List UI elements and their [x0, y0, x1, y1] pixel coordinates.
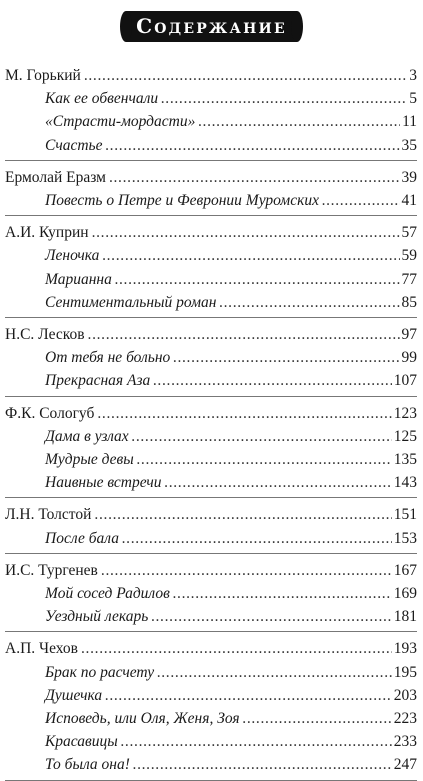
leader-dots — [122, 527, 392, 550]
toc-entry-work[interactable] — [5, 291, 417, 314]
leader-dots — [94, 503, 391, 526]
page-number: 167 — [393, 561, 417, 579]
leader-dots — [106, 134, 400, 157]
toc-entry-author[interactable] — [5, 166, 417, 189]
leader-dots — [133, 753, 392, 776]
page-number: 233 — [393, 733, 417, 751]
toc-entry-work[interactable] — [5, 369, 417, 392]
work-title: Мой сосед Радилов — [45, 585, 170, 603]
work-title: Прекрасная Аза — [45, 372, 151, 390]
page-number: 35 — [401, 136, 417, 154]
author-section — [5, 318, 417, 397]
work-title: Повесть о Петре и Февронии Муромских — [45, 192, 319, 210]
toc-entry-author[interactable] — [5, 323, 417, 346]
toc-entry-work[interactable] — [5, 346, 417, 369]
work-title: Как ее обвенчали — [45, 90, 159, 108]
author-name: Н.С. Лесков — [5, 326, 85, 344]
page-number: 41 — [401, 192, 417, 210]
author-name: Ермолай Еразм — [5, 168, 106, 186]
page-number: 57 — [401, 224, 417, 242]
toc-entry-work[interactable] — [5, 268, 417, 291]
leader-dots — [81, 637, 392, 660]
author-section — [5, 64, 417, 161]
page-number: 11 — [402, 113, 417, 131]
toc-entry-work[interactable] — [5, 605, 417, 628]
toc-entry-work[interactable] — [5, 134, 417, 157]
toc-entry-work[interactable] — [5, 189, 417, 212]
leader-dots — [121, 730, 392, 753]
toc-entry-work[interactable] — [5, 707, 417, 730]
page-title: Содержание — [136, 14, 287, 38]
leader-dots — [165, 471, 392, 494]
work-title: Наивные встречи — [45, 474, 162, 492]
toc-entry-work[interactable] — [5, 684, 417, 707]
work-title: Сентиментальный роман — [45, 293, 217, 311]
page-number: 169 — [393, 585, 417, 603]
page-number: 97 — [401, 326, 417, 344]
page-number: 181 — [393, 608, 417, 626]
page-number: 153 — [393, 529, 417, 547]
toc-entry-work[interactable] — [5, 110, 417, 133]
leader-dots — [198, 110, 400, 133]
page-number: 39 — [401, 168, 417, 186]
work-title: То была она! — [45, 756, 130, 774]
title-banner — [0, 6, 423, 58]
title-plate — [126, 11, 297, 42]
page-number: 203 — [393, 686, 417, 704]
work-title: Марианна — [45, 270, 112, 288]
toc-entry-work[interactable] — [5, 527, 417, 550]
leader-dots — [173, 582, 392, 605]
work-title: От тебя не больно — [45, 349, 171, 367]
author-name: И.С. Тургенев — [5, 561, 98, 579]
toc-entry-work[interactable] — [5, 730, 417, 753]
work-title: Мудрые девы — [45, 451, 134, 469]
leader-dots — [137, 448, 392, 471]
toc-entry-author[interactable] — [5, 221, 417, 244]
work-title: После бала — [45, 529, 119, 547]
toc-entry-work[interactable] — [5, 244, 417, 267]
page-number: 59 — [401, 247, 417, 265]
work-title: Леночка — [45, 247, 100, 265]
toc-entry-author[interactable] — [5, 559, 417, 582]
page-number: 151 — [393, 506, 417, 524]
author-section — [5, 554, 417, 633]
author-name: А.И. Куприн — [5, 224, 89, 242]
author-name: А.П. Чехов — [5, 640, 78, 658]
toc-entry-work[interactable] — [5, 425, 417, 448]
page-number: 143 — [393, 474, 417, 492]
toc-entry-author[interactable] — [5, 402, 417, 425]
page-number: 85 — [401, 293, 417, 311]
page-number: 107 — [393, 372, 417, 390]
page-number: 3 — [409, 67, 417, 84]
toc-entry-work[interactable] — [5, 448, 417, 471]
page-number: 195 — [393, 663, 417, 681]
author-section — [5, 632, 417, 780]
leader-dots — [151, 605, 391, 628]
page-number: 193 — [393, 640, 417, 658]
leader-dots — [115, 268, 400, 291]
toc-entry-work[interactable] — [5, 753, 417, 776]
leader-dots — [101, 559, 392, 582]
page-number: 5 — [409, 90, 417, 108]
page-number: 99 — [401, 349, 417, 367]
toc-entry-work[interactable] — [5, 471, 417, 494]
leader-dots — [161, 87, 407, 110]
leader-dots — [88, 323, 400, 346]
leader-dots — [219, 291, 399, 314]
work-title: Исповедь, или Оля, Женя, Зоя — [45, 710, 240, 728]
leader-dots — [102, 244, 399, 267]
page-number: 125 — [393, 427, 417, 445]
leader-dots — [322, 189, 400, 212]
work-title: Дама в узлах — [45, 427, 129, 445]
leader-dots — [105, 684, 392, 707]
page-number: 123 — [393, 404, 417, 422]
leader-dots — [132, 425, 392, 448]
page-number: 77 — [401, 270, 417, 288]
leader-dots — [109, 166, 400, 189]
table-of-contents — [5, 64, 417, 781]
author-section — [5, 397, 417, 499]
leader-dots — [173, 346, 399, 369]
leader-dots — [153, 369, 392, 392]
leader-dots — [97, 402, 391, 425]
work-title: «Страсти-мордасти» — [45, 113, 196, 131]
author-section — [5, 216, 417, 318]
leader-dots — [92, 221, 400, 244]
author-name: М. Горький — [5, 67, 81, 84]
toc-entry-work[interactable] — [5, 87, 417, 110]
leader-dots — [243, 707, 392, 730]
work-title: Счастье — [45, 136, 103, 154]
author-section — [5, 498, 417, 553]
leader-dots — [157, 661, 392, 684]
toc-entry-author[interactable] — [5, 64, 417, 87]
toc-entry-work[interactable] — [5, 582, 417, 605]
leader-dots — [84, 64, 407, 87]
author-name: Ф.К. Сологуб — [5, 404, 95, 422]
author-name: Л.Н. Толстой — [5, 506, 92, 524]
page-number: 135 — [393, 451, 417, 469]
toc-entry-author[interactable] — [5, 637, 417, 660]
work-title: Брак по расчету — [45, 663, 155, 681]
work-title: Душечка — [45, 686, 103, 704]
toc-entry-work[interactable] — [5, 661, 417, 684]
work-title: Уездный лекарь — [45, 608, 149, 626]
page-number: 247 — [393, 756, 417, 774]
toc-entry-author[interactable] — [5, 503, 417, 526]
page-number: 223 — [393, 710, 417, 728]
work-title: Красавицы — [45, 733, 118, 751]
author-section — [5, 161, 417, 216]
